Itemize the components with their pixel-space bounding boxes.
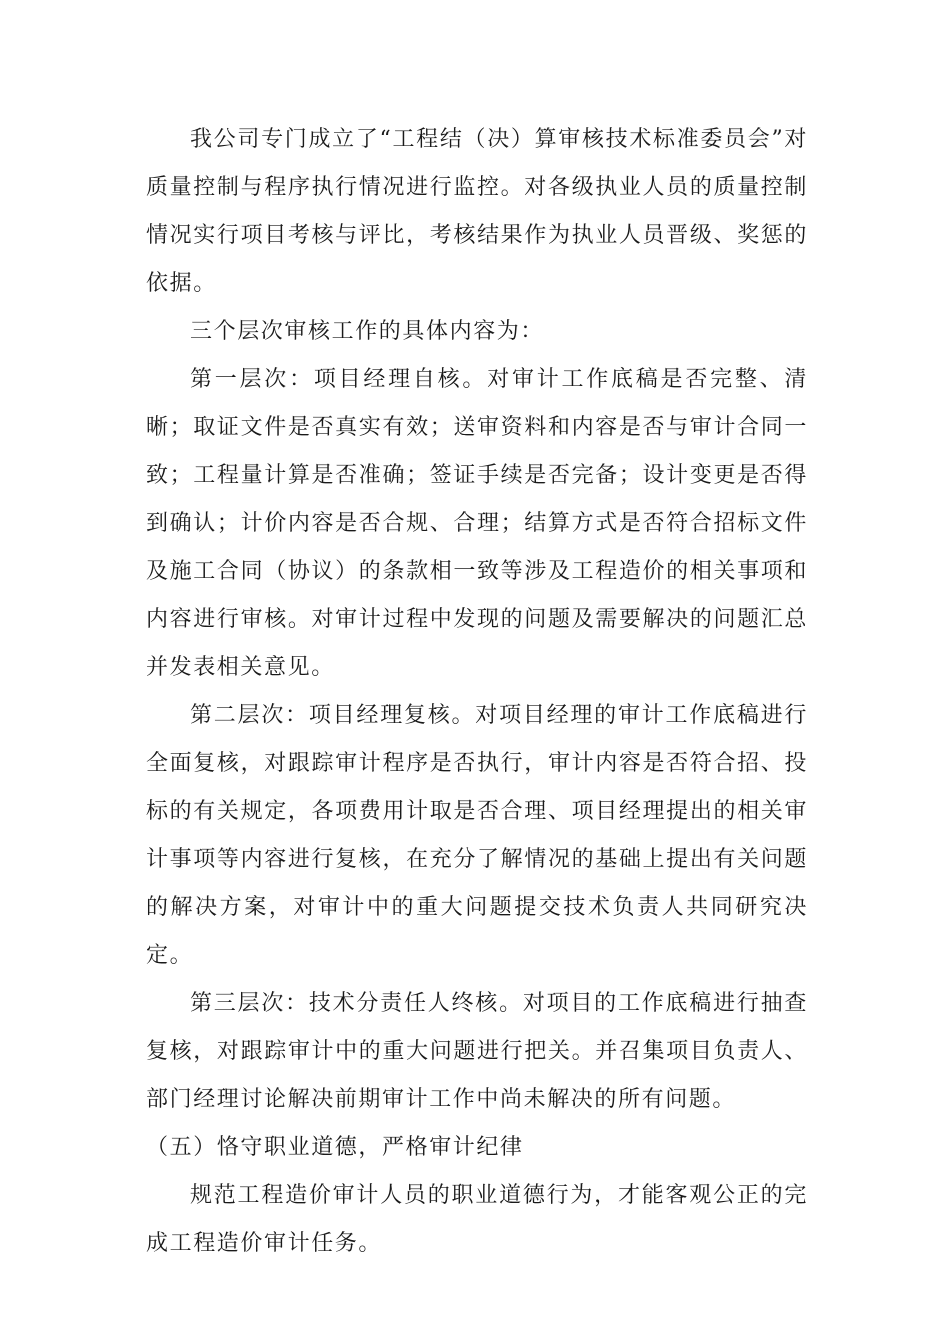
paragraph-closing: 规范工程造价审计人员的职业道德行为，才能客观公正的完成工程造价审计任务。 [146,1183,808,1256]
paragraph-three-levels-intro: 三个层次审核工作的具体内容为： [190,319,545,344]
document-body [146,116,808,1268]
paragraph-level-two: 第二层次：项目经理复核。对项目经理的审计工作底稿进行全面复核，对跟踪审计程序是否执行，审计内容是否符合招、投标的有关规定，各项费用计取是否合理、项目经理提出的相关审计事项等内容进行复核，在充分了解情况的基础上提出有关问题的解决方案，对审计中的重大问题提交技术负责人共同研究决定。 [146,703,808,968]
paragraph-level-three: 第三层次：技术分责任人终核。对项目的工作底稿进行抽查复核，对跟踪审计中的重大问题进行把关。并召集项目负责人、部门经理讨论解决前期审计工作中尚未解决的所有问题。 [146,991,808,1112]
section-heading: （五）恪守职业道德，严格审计纪律 [146,1135,524,1160]
paragraph-quality-committee: 我公司专门成立了“工程结（决）算审核技术标准委员会”对质量控制与程序执行情况进行监控。对各级执业人员的质量控制情况实行项目考核与评比，考核结果作为执业人员晋级、奖惩的依据。 [146,127,808,296]
paragraph-level-one: 第一层次：项目经理自核。对审计工作底稿是否完整、清晰；取证文件是否真实有效；送审资料和内容是否与审计合同一致；工程量计算是否准确；签证手续是否完备；设计变更是否得到确认；计价内容是否合规、合理；结算方式是否符合招标文件及施工合同（协议）的条款相一致等涉及工程造价的相关事项和内容进行审核。对审计过程中发现的问题及需要解决的问题汇总并发表相关意见。 [146,367,808,680]
